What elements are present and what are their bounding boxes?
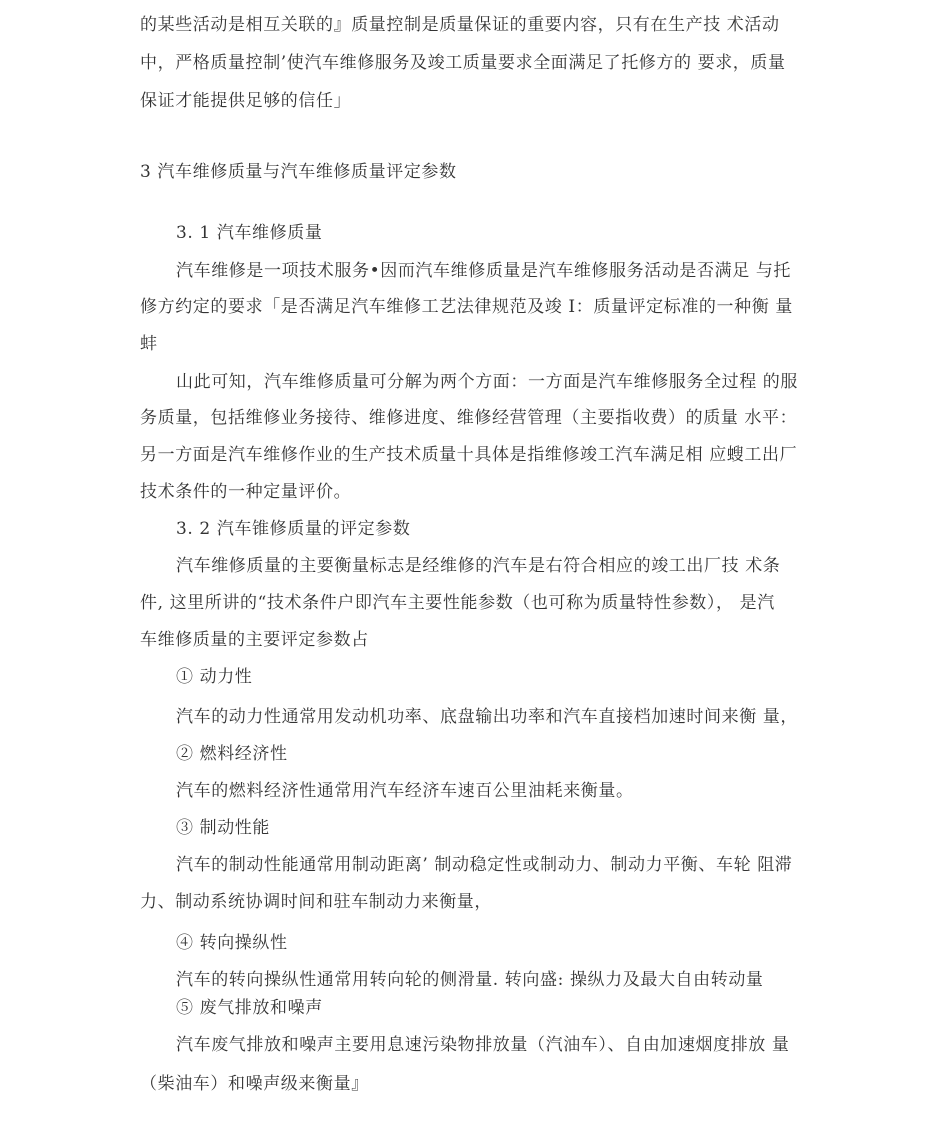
list-item-heading: ⑤ 废气排放和噪声 bbox=[176, 998, 323, 1018]
paragraph-line: 另一方面是汽车维修作业的生产技术质量十具体是指维修竣工汽车满足相 应螋工出厂 bbox=[140, 445, 798, 465]
subsection-heading: 3. 2 汽车锥修质量的评定参数 bbox=[176, 519, 411, 539]
paragraph-line: 汽车维修是一项技术服务•因而汽车维修质量是汽车维修服务活动是否满足 与托 bbox=[176, 261, 792, 281]
paragraph-line: 保证才能提供足够的信任」 bbox=[140, 91, 352, 111]
list-item-heading: ② 燃料经济性 bbox=[176, 744, 288, 764]
paragraph-line: 车维修质量的主要评定参数占 bbox=[140, 630, 369, 650]
list-item-heading: ④ 转向操纵性 bbox=[176, 933, 288, 953]
paragraph-line: 汽车的动力性通常用发动机功率、底盘输出功率和汽车直接档加速时间来衡 量， bbox=[176, 707, 799, 727]
paragraph-line: 的某些活动是相互关联的』质量控制是质量保证的重要内容，只有在生产技 术活动 bbox=[140, 15, 780, 35]
paragraph-line: 修方约定的要求「是否满足汽车维修工艺法律规范及竣 I：质量评定标准的一种衡 量 bbox=[140, 297, 793, 317]
paragraph-line: 务质量，包括维修业务接待、维修进度、维修经营管理（主要指收费）的质量 水平： bbox=[140, 408, 798, 428]
paragraph-line: 汽车的燃料经济性通常用汽车经济车速百公里油耗来衡量。 bbox=[176, 781, 634, 801]
paragraph-line: （柴油车）和噪声级来衡量』 bbox=[140, 1074, 369, 1094]
paragraph-line: 汽车的转向操纵性通常用转向轮的侧滑量. 转向盛: 操纵力及最大自由转动量 bbox=[176, 970, 764, 990]
paragraph-line: 山此可知，汽车维修质量可分解为两个方面：一方面是汽车维修服务全过程 的服 bbox=[176, 372, 799, 392]
paragraph-line: 中，严格质量控制’使汽车维修服务及竣工质量要求全面满足了托修方的 要求，质量 bbox=[140, 53, 786, 73]
paragraph-line: 技术条件的一种定量评价。 bbox=[140, 482, 352, 502]
section-heading: 3 汽车维修质量与汽车维修质量评定参数 bbox=[140, 162, 457, 182]
subsection-heading: 3. 1 汽车维修质量 bbox=[176, 223, 323, 243]
paragraph-line: 力、制动系统协调时间和驻车制动力来衡量， bbox=[140, 892, 492, 912]
list-item-heading: ③ 制动性能 bbox=[176, 818, 271, 838]
list-item-heading: ① 动力性 bbox=[176, 667, 253, 687]
paragraph-line: 汽车维修质量的主要衡量标志是经维修的汽车是右符合相应的竣工出厂技 术条 bbox=[176, 556, 781, 576]
paragraph-line: 件, 这里所讲的“技术条件户即汽车主要性能参数（也可称为质量特性参数）， 是汽 bbox=[140, 593, 775, 613]
paragraph-line: 汽车的制动性能通常用制动距离’ 制动稳定性或制动力、制动力平衡、车轮 阻滞 bbox=[176, 855, 793, 875]
paragraph-line: 蚌 bbox=[140, 334, 158, 354]
paragraph-line: 汽车废气排放和噪声主要用息速污染物排放量（汽油车）、自由加速烟度排放 量 bbox=[176, 1035, 790, 1055]
